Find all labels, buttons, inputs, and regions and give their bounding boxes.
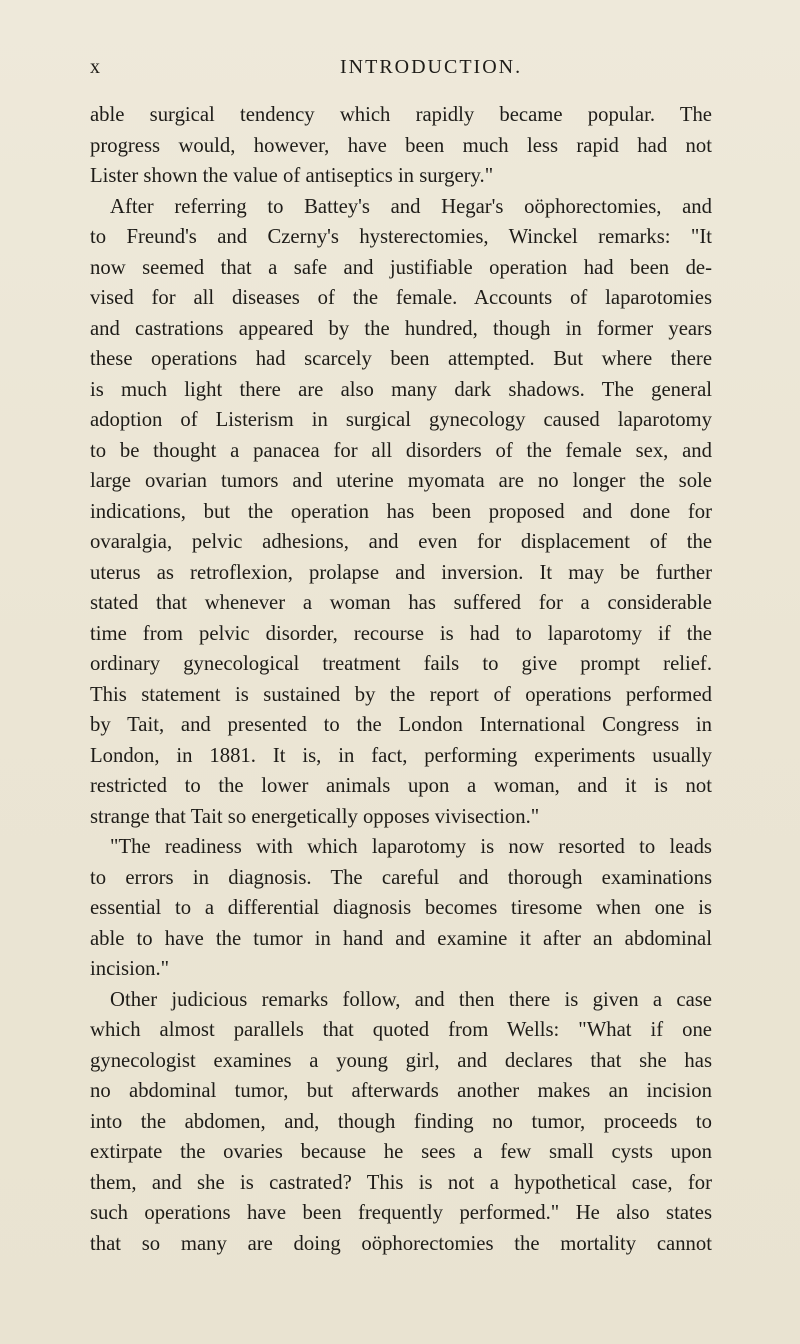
text-line: extirpate the ovaries because he sees a few small cysts upon xyxy=(90,1141,712,1163)
text-line: adoption of Listerism in surgical gynecology caused laparotomy xyxy=(90,409,712,431)
text-line: able surgical tendency which rapidly became popular. The xyxy=(90,104,712,126)
text-line: by Tait, and presented to the London International Congress in xyxy=(90,714,712,736)
text-line: no abdominal tumor, but afterwards another makes an incision xyxy=(90,1080,712,1102)
text-line: ovaralgia, pelvic adhesions, and even for displacement of the xyxy=(90,531,712,553)
text-line: This statement is sustained by the report of operations performed xyxy=(90,683,712,706)
text-line: restricted to the lower animals upon a woman, and it is not xyxy=(90,775,712,797)
text-line: gynecologist examines a young girl, and declares that she has xyxy=(90,1049,712,1072)
text-line: such operations have been frequently performed." He also states xyxy=(90,1202,712,1224)
text-line: vised for all diseases of the female. Accounts of laparotomies xyxy=(90,287,712,309)
text-line: progress would, however, have been much less rapid had not xyxy=(90,134,712,157)
text-line: Other judicious remarks follow, and then there is given a case xyxy=(110,988,712,1011)
text-line: strange that Tait so energetically opposes vivisection." xyxy=(90,805,540,828)
text-line: into the abdomen, and, though finding no tumor, proceeds to xyxy=(90,1110,712,1133)
running-head xyxy=(90,56,730,86)
body-text xyxy=(90,100,712,1259)
text-line: these operations had scarcely been attempted. But where there xyxy=(90,348,712,370)
text-line: now seemed that a safe and justifiable operation had been de- xyxy=(90,256,712,279)
running-title: INTRODUCTION. xyxy=(340,56,523,78)
text-line: that so many are doing oöphorectomies the mortality cannot xyxy=(90,1232,712,1255)
text-line: Lister shown the value of antiseptics in surgery." xyxy=(90,165,494,187)
text-line: which almost parallels that quoted from Wells: "What if one xyxy=(90,1019,712,1041)
text-line: ordinary gynecological treatment fails to give prompt relief. xyxy=(90,653,712,675)
text-line: to errors in diagnosis. The careful and thorough examinations xyxy=(90,866,712,889)
text-line: uterus as retroflexion, prolapse and inversion. It may be further xyxy=(90,561,712,584)
page-number: x xyxy=(90,56,102,78)
text-line: After referring to Battey's and Hegar's oöphorectomies, and xyxy=(110,195,712,218)
text-line: incision." xyxy=(90,958,170,980)
text-line: able to have the tumor in hand and examine it after an abdominal xyxy=(90,927,712,950)
text-line: to Freund's and Czerny's hysterectomies, Winckel remarks: "It xyxy=(90,226,712,248)
text-line: stated that whenever a woman has suffered for a considerable xyxy=(90,592,712,614)
text-line: and castrations appeared by the hundred, though in former years xyxy=(90,317,712,340)
text-line: indications, but the operation has been proposed and done for xyxy=(90,500,712,523)
text-line: large ovarian tumors and uterine myomata are no longer the sole xyxy=(90,470,712,492)
text-line: "The readiness with which laparotomy is now resorted to leads xyxy=(110,836,712,858)
text-line: London, in 1881. It is, in fact, performing experiments usually xyxy=(90,744,712,767)
text-line: time from pelvic disorder, recourse is had to laparotomy if the xyxy=(90,622,712,645)
text-line: to be thought a panacea for all disorders of the female sex, and xyxy=(90,439,712,462)
text-line: is much light there are also many dark shadows. The general xyxy=(90,378,712,401)
text-line: essential to a differential diagnosis becomes tiresome when one is xyxy=(90,897,712,919)
text-line: them, and she is castrated? This is not a hypothetical case, for xyxy=(90,1171,712,1194)
